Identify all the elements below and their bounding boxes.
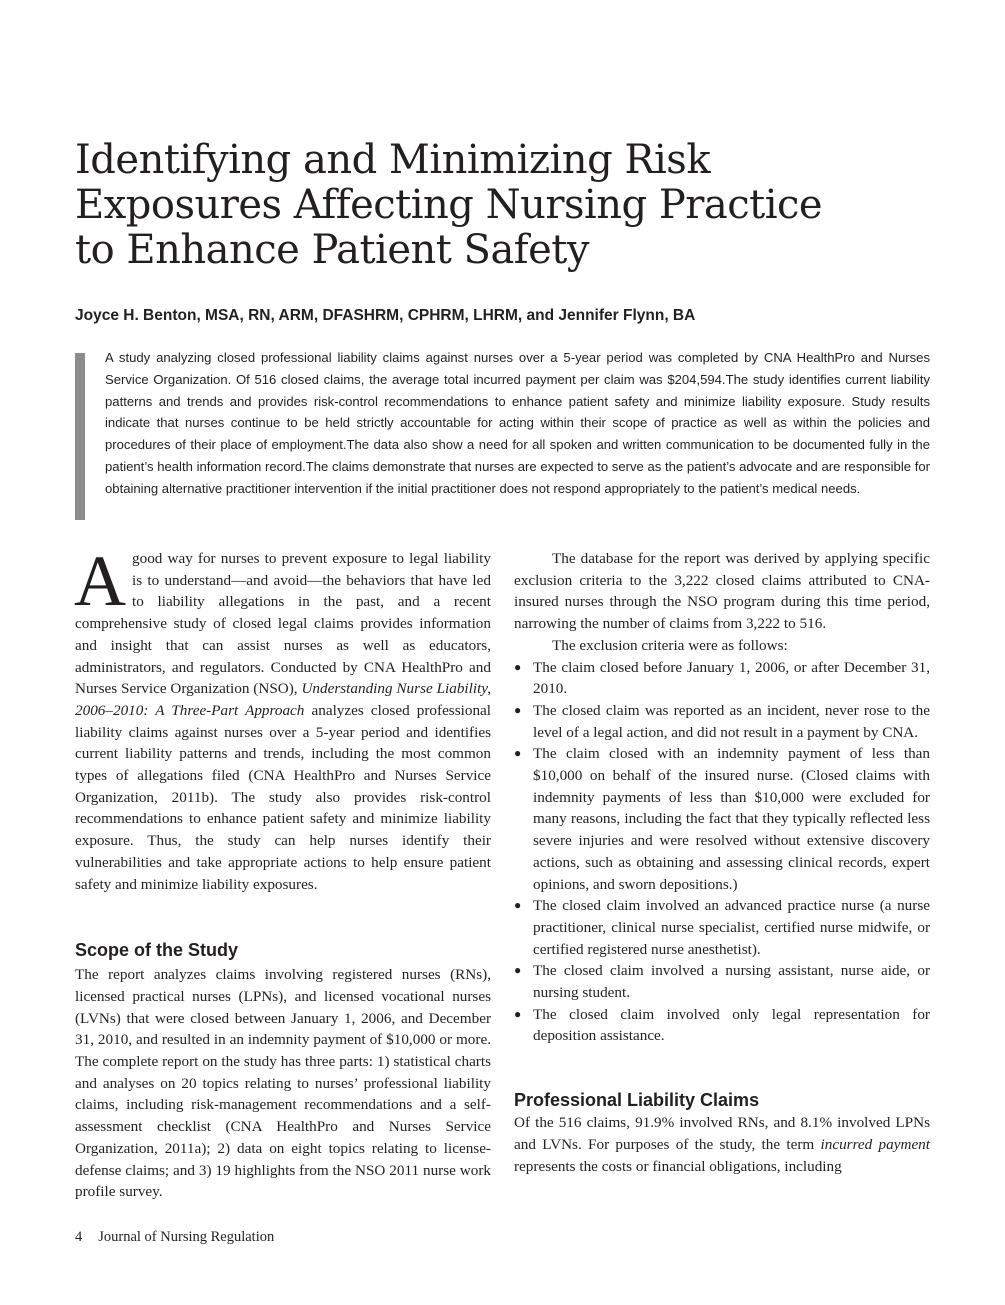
claims-paragraph [514,1112,930,1177]
title-line: Exposures Affecting Nursing Practice [75,182,823,228]
bullet-icon: ● [514,963,522,978]
page-footer [75,1228,274,1246]
database-paragraph: The database for the report was derived by applying specific exclusion criteria to the 3,222 closed claims attributed to CNA-insured nurses through the NSO program during this time period, narrowing the number of claims from 3,222 to 516. [514,550,930,633]
intro-paragraph [74,541,492,895]
journal-name: Journal of Nursing Regulation [98,1229,275,1245]
bullet-icon: ● [514,702,522,717]
list-item-text: The closed claim involved only legal representation for deposition assistance. [533,1005,930,1045]
criteria-intro: The exclusion criteria were as follows: [552,636,788,654]
list-item [514,657,930,700]
list-item [514,895,930,960]
scope-paragraph: The report analyzes claims involving registered nurses (RNs), licensed practical nurses (LPNs), and licensed vocational nurses (LVNs) that were closed between January 1, 2006, and December 31, 2010, and resulted in an indemnity payment of $10,000 or more. The complete report on the study has three parts: 1) statistical charts and analyses on 20 topics relating to nurses’ professional liability claims, including risk-management recommendations and a self-assessment checklist (CNA HealthPro and Nurses Service Organization, 2011a); 2) data on eight topics relating to license-defense claims; and 3) 19 highlights from the NSO 2011 nurse work profile survey. [75,966,491,1201]
bullet-icon: ● [514,898,522,913]
claims-text-continued: represents the costs or financial obligations, including [514,1157,842,1175]
list-item-text: The closed claim was reported as an incident, never rose to the level of a legal action, and did not result in a payment by CNA. [533,701,930,741]
intro-text: good way for nurses to prevent exposure to legal liability is to understand—and avoid—the behaviors that have led to liability allegations in the past, and a recent comprehensive study of closed legal claims provides information and insight that can assist nurses as well as educators, administrators, and regulators. Conducted by CNA HealthPro and Nurses Service Organization (NSO), [75,550,491,698]
list-item [514,743,930,895]
exclusion-criteria-list [514,657,930,1048]
section-heading-scope: Scope of the Study [75,940,239,961]
right-column [514,548,930,1177]
title-line: to Enhance Patient Safety [75,227,589,273]
title-line: Identifying and Minimizing Risk [75,137,711,183]
abstract-accent-bar [75,353,85,520]
list-item-text: The closed claim involved a nursing assistant, nurse aide, or nursing student. [533,962,930,1002]
page-number: 4 [75,1229,83,1245]
list-item-text: The claim closed before January 1, 2006, or after December 31, 2010. [533,658,930,698]
left-column [74,541,492,1203]
article-title [75,138,935,273]
list-item-text: The closed claim involved an advanced practice nurse (a nurse practitioner, clinical nurse specialist, certified nurse midwife, or certified registered nurse anesthetist). [533,897,930,958]
claims-text: Of the 516 claims, 91.9% involved RNs, and 8.1% involved LPNs and LVNs. For purposes of the study, the term [514,1114,930,1153]
bullet-icon: ● [514,659,522,674]
section-heading-claims: Professional Liability Claims [514,1090,760,1111]
list-item [514,1004,930,1047]
list-item [514,700,930,743]
drop-cap: A [74,541,126,621]
list-item-text: The claim closed with an indemnity payment of less than $10,000 on behalf of the insured nurse. (Closed claims with indemnity payments of less than $10,000 were excluded for many reasons, including the fact that they typically reflected less severe injuries and were resolved without extensive discovery actions, such as obtaining and assessing clinical records, expert opinions, and sworn depositions.) [533,745,930,893]
bullet-icon: ● [514,1006,522,1021]
report-title: Understanding Nurse Liability, 2006–2010: A Three-Part Approach [75,680,492,719]
abstract: A study analyzing closed professional liability claims against nurses over a 5-year period was completed by CNA HealthPro and Nurses Service Organization. Of 516 closed claims, the average total incurred payment per claim was $204,594.The study identifies current liability patterns and trends and provides risk-control recommendations to enhance patient safety and minimize liability exposure. Study results indicate that nurses continue to be held strictly accountable for acting within their scope of practice as well as within the policies and procedures of their place of employment.The data also show a need for all spoken and written communication to be documented fully in the patient’s health information record.The claims demonstrate that nurses are expected to serve as the patient’s advocate and are responsible for obtaining alternative practitioner intervention if the initial practitioner does not respond appropriately to the patient’s medical needs. [105,350,930,496]
term-incurred-payment: incurred payment [820,1135,930,1153]
list-item [514,960,930,1003]
author-line: Joyce H. Benton, MSA, RN, ARM, DFASHRM, CPHRM, LHRM, and Jennifer Flynn, BA [75,307,696,324]
bullet-icon: ● [514,746,522,761]
intro-text-continued: analyzes closed professional liability claims against nurses over a 5-year period and identifies current liability patterns and trends, including the most common types of allegations filed (CNA HealthPro and Nurses Service Organization, 2011b). The study also provides risk-control recommendations to enhance patient safety and minimize liability exposure. Thus, the study can help nurses identify their vulnerabilities and take appropriate actions to help ensure patient safety and minimize liability exposures. [75,701,491,893]
